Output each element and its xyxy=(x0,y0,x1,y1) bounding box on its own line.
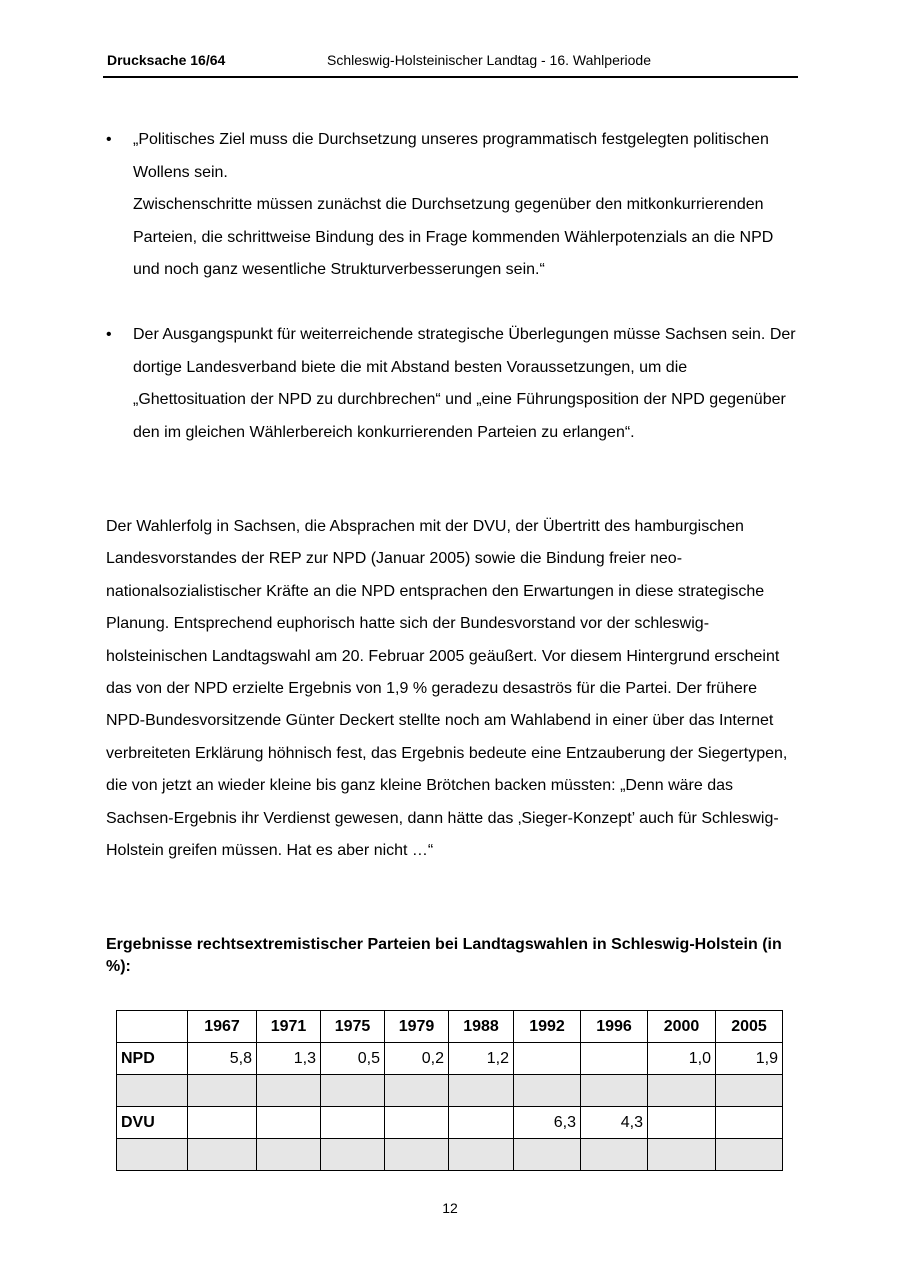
body-paragraph: Der Wahlerfolg in Sachsen, die Absprachen mit der DVU, der Übertritt des hamburgischen Landesvorstandes der REP zur NPD (Januar 2005) sowie die Bindung freier neo-nationalsozialistischer Kräfte an die NPD entsprachen den Erwartungen in diese strategische Planung. Entsprechend euphorisch hatte sich der Bundesvorstand vor der schleswig-holsteinischen Landtagswahl am 20. Februar 2005 geäußert. Vor diesem Hintergrund erscheint das von der NPD erzielte Ergebnis von 1,9 % geradezu desaströs für die Partei. Der frühere NPD-Bundesvorsitzende Günter Deckert stellte noch am Wahlabend in einer über das Internet verbreiteten Erklärung höhnisch fest, das Ergebnis bedeute eine Entzauberung der Siegertypen, die von jetzt an wieder kleine bis ganz kleine Brötchen backen müssten: „Denn wäre das Sachsen-Ergebnis ihr Verdienst gewesen, dann hätte das ‚Sieger-Konzept’ auch für Schleswig-Holstein greifen müssen. Hat es aber nicht …“ xyxy=(106,518,788,860)
result-cell xyxy=(716,1107,783,1139)
year-header: 1979 xyxy=(385,1011,449,1043)
page-number: 12 xyxy=(442,1200,458,1216)
bullet-icon: • xyxy=(106,131,112,148)
page-header xyxy=(103,52,798,78)
bullet-paragraph: Zwischenschritte müssen zunächst die Durchsetzung gegenüber den mitkonkurrierenden Parteien, die schrittweise Bindung des in Frage kommenden Wählerpotenzials an die NPD und noch ganz wesentliche Strukturverbesserungen sein.“ xyxy=(133,196,774,279)
result-cell xyxy=(188,1107,257,1139)
result-cell xyxy=(449,1107,514,1139)
result-cell xyxy=(581,1043,648,1075)
table-row-dvu xyxy=(117,1107,783,1139)
result-cell: 1,3 xyxy=(257,1043,321,1075)
bullet-icon: • xyxy=(106,325,112,343)
party-label: NPD xyxy=(117,1043,188,1075)
result-cell: 4,3 xyxy=(581,1107,648,1139)
header-title: Schleswig-Holsteinischer Landtag - 16. Wahlperiode xyxy=(327,52,651,68)
bullet-item xyxy=(103,319,803,449)
year-header: 1992 xyxy=(514,1011,581,1043)
year-header: 2000 xyxy=(648,1011,716,1043)
bullet-paragraph: Der Ausgangspunkt für weiterreichende strategische Überlegungen müsse Sachsen sein. Der dortige Landesverband biete die mit Abstand besten Voraussetzungen, um die „Ghettosituation der NPD zu durchbrechen“ und „eine Führungsposition der NPD gegenüber den im gleichen Wählerbereich konkurrierenden Parteien zu erlangen“. xyxy=(133,325,796,441)
year-header: 1975 xyxy=(321,1011,385,1043)
result-cell: 1,9 xyxy=(716,1043,783,1075)
result-cell xyxy=(257,1107,321,1139)
table-row-npd xyxy=(117,1043,783,1075)
bullet-paragraph: „Politisches Ziel muss die Durchsetzung unseres programmatisch festgelegten politischen Wollens sein. xyxy=(133,131,769,181)
table-spacer-row xyxy=(117,1075,783,1107)
table-title: Ergebnisse rechtsextremistischer Parteien bei Landtagswahlen in Schleswig-Holstein (in %): xyxy=(106,936,782,975)
table-header-row xyxy=(117,1011,783,1043)
table-corner-cell xyxy=(117,1011,188,1043)
year-header: 1967 xyxy=(188,1011,257,1043)
result-cell: 1,0 xyxy=(648,1043,716,1075)
election-results-table xyxy=(116,1010,783,1171)
result-cell xyxy=(385,1107,449,1139)
year-header: 1988 xyxy=(449,1011,514,1043)
result-cell xyxy=(514,1043,581,1075)
year-header: 1971 xyxy=(257,1011,321,1043)
result-cell: 0,2 xyxy=(385,1043,449,1075)
result-cell: 6,3 xyxy=(514,1107,581,1139)
party-label: DVU xyxy=(117,1107,188,1139)
table-spacer-row xyxy=(117,1139,783,1171)
result-cell xyxy=(648,1107,716,1139)
year-header: 1996 xyxy=(581,1011,648,1043)
result-cell: 5,8 xyxy=(188,1043,257,1075)
document-number: Drucksache 16/64 xyxy=(107,52,226,68)
year-header: 2005 xyxy=(716,1011,783,1043)
bullet-list xyxy=(103,124,803,481)
result-cell: 0,5 xyxy=(321,1043,385,1075)
bullet-item xyxy=(103,124,803,287)
result-cell xyxy=(321,1107,385,1139)
result-cell: 1,2 xyxy=(449,1043,514,1075)
